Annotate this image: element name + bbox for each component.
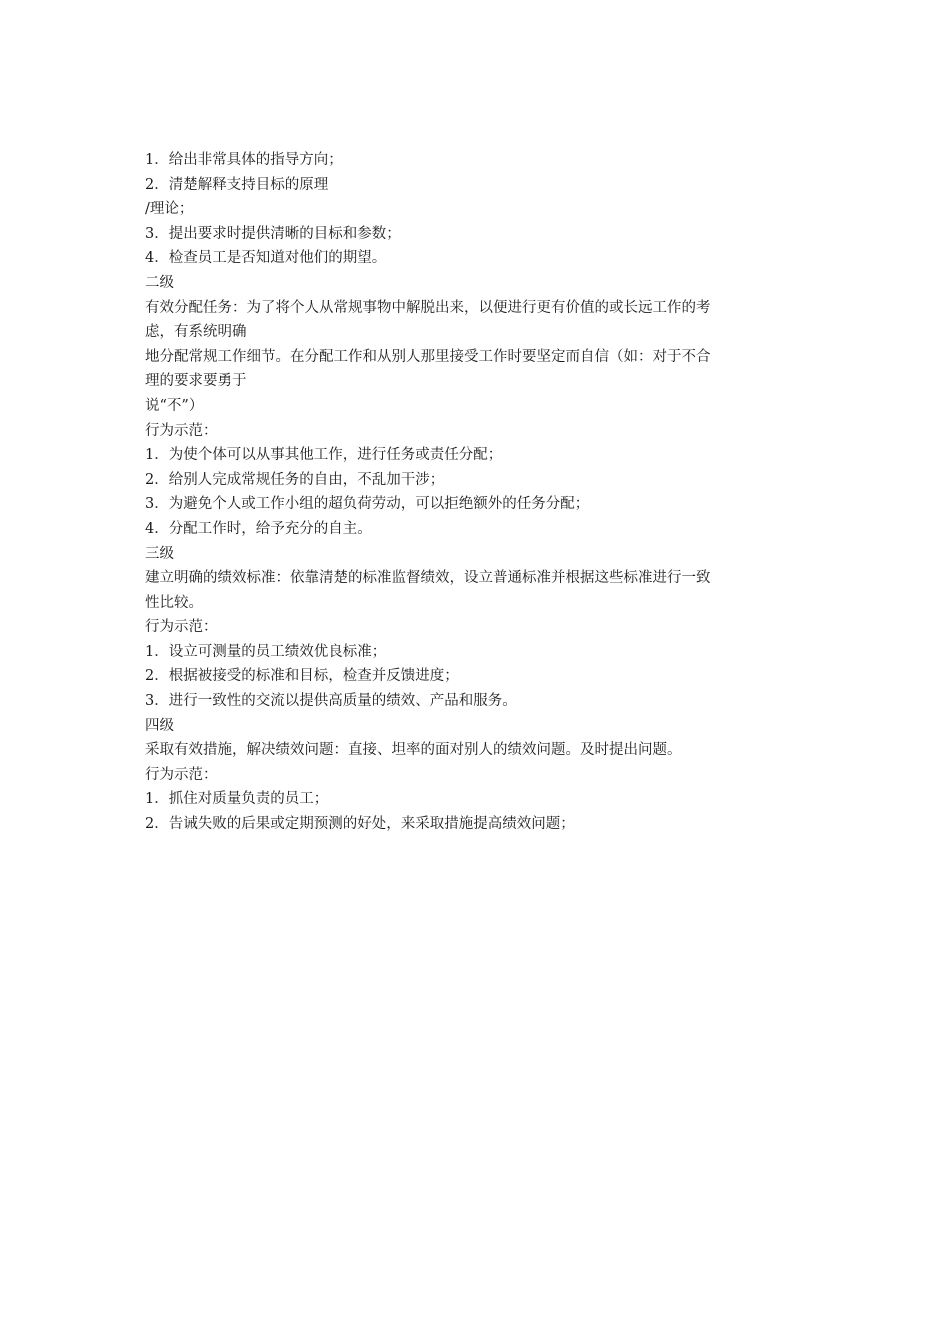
list-item: 2．告诫失败的后果或定期预测的好处，来采取措施提高绩效问题；	[145, 816, 575, 833]
list-item: 4．检查员工是否知道对他们的期望。	[145, 250, 387, 267]
level-heading: 四级	[145, 717, 174, 734]
list-item-continuation: /理论；	[145, 201, 194, 218]
list-item: 2．根据被接受的标准和目标，检查并反馈进度；	[145, 668, 459, 685]
paragraph-line: 虑，有系统明确	[145, 324, 247, 341]
level-heading: 二级	[145, 274, 174, 291]
paragraph-line: 理的要求要勇于	[145, 373, 247, 390]
section-label: 行为示范：	[145, 766, 218, 783]
list-item: 4．分配工作时，给予充分的自主。	[145, 520, 372, 537]
document-body	[145, 148, 813, 837]
paragraph-line: 有效分配任务：为了将个人从常规事物中解脱出来，以便进行更有价值的或长远工作的考	[145, 299, 711, 316]
list-item: 1．给出非常具体的指导方向；	[145, 152, 343, 168]
list-item: 2．给别人完成常规任务的自由，不乱加干涉；	[145, 471, 445, 488]
list-item: 3．为避免个人或工作小组的超负荷劳动，可以拒绝额外的任务分配；	[145, 496, 590, 513]
list-item: 1．抓住对质量负责的员工；	[145, 791, 329, 808]
paragraph-line: 说“不”）	[145, 397, 204, 414]
paragraph-line: 地分配常规工作细节。在分配工作和从别人那里接受工作时要坚定而自信（如：对于不合	[145, 348, 711, 365]
list-item: 1．为使个体可以从事其他工作，进行任务或责任分配；	[145, 447, 503, 464]
list-item: 3．进行一致性的交流以提供高质量的绩效、产品和服务。	[145, 693, 517, 710]
list-item: 2．清楚解释支持目标的原理	[145, 176, 329, 193]
list-item: 3．提出要求时提供清晰的目标和参数；	[145, 225, 401, 242]
paragraph-line: 采取有效措施，解决绩效问题：直接、坦率的面对别人的绩效问题。及时提出问题。	[145, 742, 682, 759]
level-heading: 三级	[145, 545, 174, 562]
section-label: 行为示范：	[145, 422, 218, 439]
list-item: 1．设立可测量的员工绩效优良标准；	[145, 643, 387, 660]
paragraph-line: 建立明确的绩效标准：依靠清楚的标准监督绩效，设立普通标准并根据这些标准进行一致	[145, 570, 711, 587]
paragraph-line: 性比较。	[145, 594, 203, 611]
section-label: 行为示范：	[145, 619, 218, 636]
